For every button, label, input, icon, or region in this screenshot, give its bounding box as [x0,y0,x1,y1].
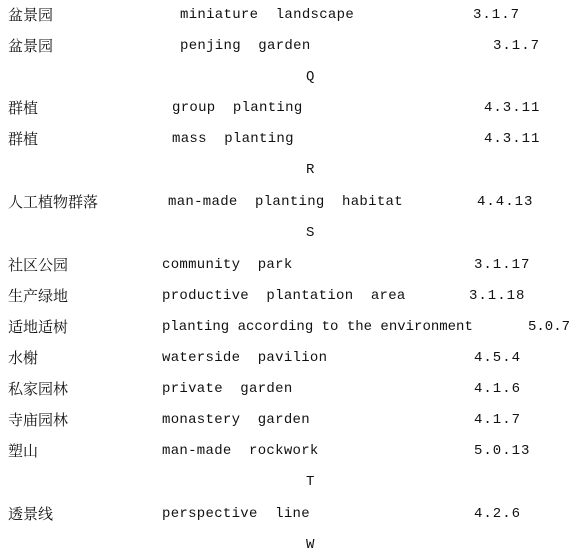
index-entry [0,36,580,56]
index-entry [0,5,580,25]
clause-number: 5.0.7 [528,319,571,335]
chinese-term: 盆景园 [8,37,54,55]
english-term: miniature landscape [180,7,355,23]
chinese-term: 寺庙园林 [8,411,69,429]
section-letter: W [306,537,315,553]
english-term: mass planting [172,131,294,147]
clause-number: 5.0.13 [474,443,531,459]
chinese-term: 社区公园 [8,256,69,274]
chinese-term: 适地适树 [8,318,69,336]
english-term: penjing garden [180,38,311,54]
chinese-term: 塑山 [8,442,39,460]
section-letter: R [306,162,315,178]
english-term: productive plantation area [162,288,406,304]
clause-number: 4.2.6 [474,506,522,522]
english-term: man-made rockwork [162,443,319,459]
chinese-term: 生产绿地 [8,287,69,305]
chinese-term: 水榭 [8,349,39,367]
chinese-term: 盆景园 [8,6,54,24]
english-term: perspective line [162,506,310,522]
section-letter-row [0,535,580,555]
clause-number: 3.1.18 [469,288,526,304]
chinese-term: 透景线 [8,505,54,523]
index-entry [0,441,580,461]
clause-number: 4.1.6 [474,381,522,397]
english-term: waterside pavilion [162,350,328,366]
chinese-term: 群植 [8,99,39,117]
section-letter-row [0,160,580,180]
index-entry [0,98,580,118]
chinese-term: 人工植物群落 [8,193,99,211]
index-entry [0,286,580,306]
english-term: group planting [172,100,303,116]
index-entry [0,348,580,368]
chinese-term: 私家园林 [8,380,69,398]
chinese-term: 群植 [8,130,39,148]
english-term: man-made planting habitat [168,194,403,210]
section-letter: S [306,225,315,241]
clause-number: 4.3.11 [484,100,541,116]
section-letter-row [0,223,580,243]
section-letter-row [0,67,580,87]
index-entry [0,317,580,337]
clause-number: 3.1.17 [474,257,531,273]
section-letter-row [0,472,580,492]
english-term: planting according to the environment [162,319,473,335]
clause-number: 4.3.11 [484,131,541,147]
index-entry [0,129,580,149]
index-entry [0,379,580,399]
index-entry [0,192,580,212]
clause-number: 4.4.13 [477,194,534,210]
section-letter: Q [306,69,315,85]
index-entry [0,504,580,524]
index-entry [0,410,580,430]
english-term: community park [162,257,293,273]
english-term: monastery garden [162,412,310,428]
clause-number: 3.1.7 [473,7,521,23]
english-term: private garden [162,381,293,397]
section-letter: T [306,474,315,490]
clause-number: 4.1.7 [474,412,522,428]
clause-number: 4.5.4 [474,350,522,366]
clause-number: 3.1.7 [493,38,541,54]
index-entry [0,255,580,275]
